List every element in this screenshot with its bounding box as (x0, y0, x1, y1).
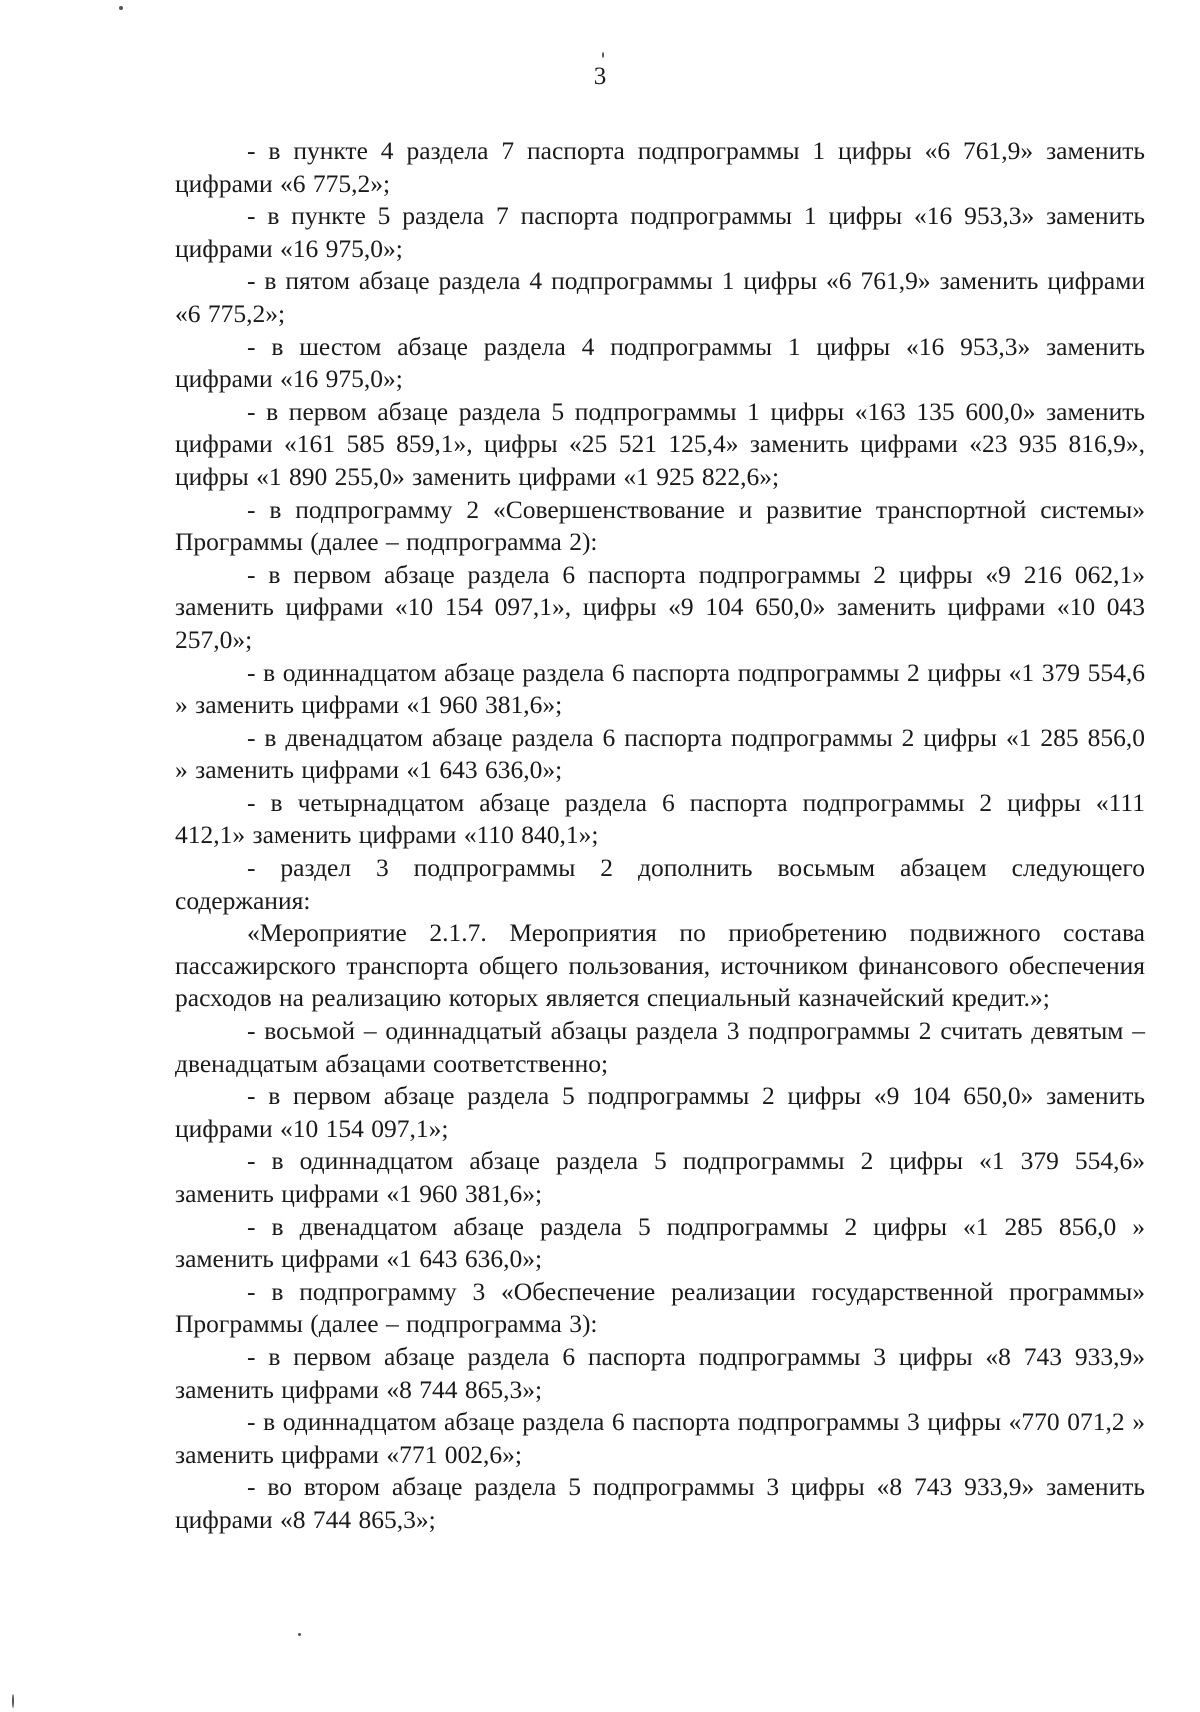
paragraph: - восьмой – одиннадцатый абзацы раздела 3 подпрограммы 2 считать девятым – двенадцатым абзацами соответственно; (175, 1016, 1145, 1078)
scan-speck (119, 6, 123, 10)
scan-speck (298, 1633, 301, 1636)
scan-speck (602, 52, 604, 58)
paragraph: - в одиннадцатом абзаце раздела 6 паспорта подпрограммы 3 цифры «770 071,2 » заменить цифрами «771 002,6»; (175, 1407, 1145, 1469)
paragraph: - в четырнадцатом абзаце раздела 6 паспорта подпрограммы 2 цифры «111 412,1» заменить цифрами «110 840,1»; (175, 787, 1145, 850)
paragraph: - в шестом абзаце раздела 4 подпрограммы 1 цифры «16 953,3» заменить цифрами «16 975,0»; (175, 331, 1145, 394)
paragraph: - раздел 3 подпрограммы 2 дополнить восьмым абзацем следующего содержания: (175, 853, 1145, 915)
paragraph: - в первом абзаце раздела 6 паспорта подпрограммы 3 цифры «8 743 933,9» заменить цифрами «8 744 865,3»; (175, 1341, 1145, 1404)
quoted-paragraph: «Мероприятие 2.1.7. Мероприятия по приобретению подвижного состава пассажирского транспорта общего пользования, источником финансового обеспечения расходов на реализацию которых является специальный казначейский кредит.»; (175, 918, 1145, 1013)
scan-speck (12, 1694, 14, 1708)
paragraph: - в первом абзаце раздела 5 подпрограммы 1 цифры «163 135 600,0» заменить цифрами «161 585 859,1», цифры «25 521 125,4» заменить цифрами «23 935 816,9», цифры «1 890 255,0» заменить цифрами «1 925 822,6»; (175, 396, 1145, 491)
paragraph: - во втором абзаце раздела 5 подпрограммы 3 цифры «8 743 933,9» заменить цифрами «8 744 865,3»; (175, 1472, 1145, 1534)
paragraph: - в подпрограмму 3 «Обеспечение реализации государственной программы» Программы (далее – подпрограмма 3): (175, 1276, 1145, 1339)
paragraph: - в первом абзаце раздела 5 подпрограммы 2 цифры «9 104 650,0» заменить цифрами «10 154 097,1»; (175, 1081, 1145, 1143)
paragraph: - в первом абзаце раздела 6 паспорта подпрограммы 2 цифры «9 216 062,1» заменить цифрами «10 154 097,1», цифры «9 104 650,0» заменить цифрами «10 043 257,0»; (175, 559, 1145, 654)
paragraph: - в пункте 5 раздела 7 паспорта подпрограммы 1 цифры «16 953,3» заменить цифрами «16 975,0»; (175, 201, 1145, 263)
paragraph: - в одиннадцатом абзаце раздела 5 подпрограммы 2 цифры «1 379 554,6» заменить цифрами «1 960 381,6»; (175, 1146, 1145, 1208)
paragraph: - в пункте 4 раздела 7 паспорта подпрограммы 1 цифры «6 761,9» заменить цифрами «6 775,2»; (175, 136, 1145, 198)
paragraph: - в двенадцатом абзаце раздела 6 паспорта подпрограммы 2 цифры «1 285 856,0 » заменить цифрами «1 643 636,0»; (175, 722, 1145, 785)
page-number: 3 (593, 63, 607, 90)
paragraph: - в одиннадцатом абзаце раздела 6 паспорта подпрограммы 2 цифры «1 379 554,6 » заменить цифрами «1 960 381,6»; (175, 657, 1145, 720)
paragraph: - в двенадцатом абзаце раздела 5 подпрограммы 2 цифры «1 285 856,0 » заменить цифрами «1 643 636,0»; (175, 1211, 1145, 1274)
document-body (175, 135, 1145, 1537)
paragraph: - в подпрограмму 2 «Совершенствование и развитие транспортной системы» Программы (далее – подпрограмма 2): (175, 494, 1145, 557)
paragraph: - в пятом абзаце раздела 4 подпрограммы 1 цифры «6 761,9» заменить цифрами «6 775,2»; (175, 266, 1145, 328)
